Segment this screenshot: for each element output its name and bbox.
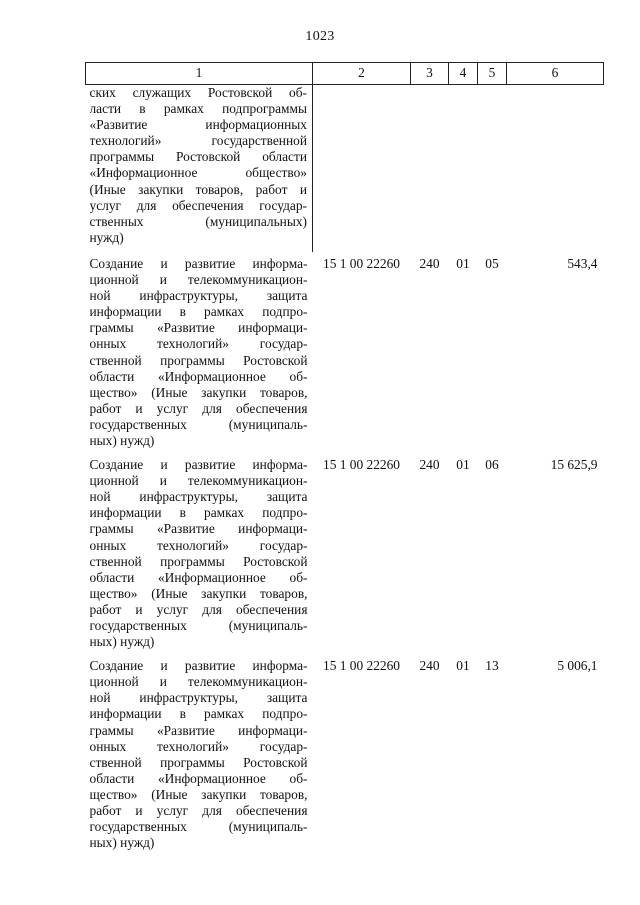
description-line: нужд) <box>89 229 124 245</box>
row-expense-type: 240 <box>419 658 440 674</box>
continuation-amount <box>507 85 604 252</box>
row-expense-type: 240 <box>419 457 440 473</box>
description-line: ной инфраструктуры, защита <box>89 690 308 706</box>
description-line: онных технологий» государ- <box>89 336 308 352</box>
description-line: информации в рамках подпро- <box>89 304 308 320</box>
row-subsection: 06 <box>485 457 499 473</box>
row-subsection: 13 <box>485 658 499 674</box>
description-line: граммы «Развитие информаци- <box>89 521 308 537</box>
description-line: государственных (муниципаль- <box>89 819 308 835</box>
row-description <box>86 252 313 453</box>
description-line: Создание и развитие информа- <box>89 457 308 473</box>
continuation-vr <box>411 85 449 252</box>
row-description <box>86 453 313 654</box>
description-line: государственных (муниципаль- <box>89 618 308 633</box>
row-section: 01 <box>456 457 470 473</box>
description-line: онных технологий» государ- <box>89 537 308 553</box>
description-line: государственных (муниципаль- <box>89 416 308 432</box>
description-line: щество» (Иные закупки товаров, <box>89 384 308 400</box>
description-line: ционной и телекоммуникацион- <box>89 473 308 489</box>
description-line: ственной программы Ростовской <box>89 553 308 569</box>
row-amount: 5 006,1 <box>557 658 598 674</box>
row-amount: 543,4 <box>567 255 598 271</box>
description-line: ских служащих Ростовской об- <box>89 85 307 100</box>
description-line: ственной программы Ростовской <box>89 352 308 368</box>
description-line: ных) нужд) <box>89 835 155 851</box>
description-line: области «Информационное об- <box>89 569 308 585</box>
continuation-pr <box>478 85 507 252</box>
description-line: «Развитие информационных <box>89 117 307 133</box>
description-line: граммы «Развитие информаци- <box>89 320 308 336</box>
continuation-description <box>86 85 313 252</box>
header-col-1: 1 <box>86 63 313 85</box>
description-line: онных технологий» государ- <box>89 738 308 754</box>
table-row <box>86 252 604 453</box>
description-line: ных) нужд) <box>89 634 155 650</box>
row-subsection: 05 <box>485 255 499 271</box>
header-col-4: 4 <box>449 63 478 85</box>
row-description <box>86 654 313 855</box>
header-col-5: 5 <box>478 63 507 85</box>
description-line: информации в рамках подпро- <box>89 706 308 722</box>
table-row <box>86 654 604 855</box>
description-line: области «Информационное об- <box>89 368 308 384</box>
description-line: ционной и телекоммуникацион- <box>89 272 308 288</box>
page-number: 1023 <box>305 29 335 44</box>
description-line: работ и услуг для обеспечения <box>89 400 308 416</box>
description-line: ционной и телекоммуникацион- <box>89 674 308 690</box>
continuation-rz <box>449 85 478 252</box>
description-line: услуг для обеспечения государ- <box>89 197 307 213</box>
header-col-6: 6 <box>507 63 604 85</box>
row-section: 01 <box>456 255 470 271</box>
header-col-2: 2 <box>313 63 411 85</box>
description-line: ных) нужд) <box>89 432 155 448</box>
description-line: информации в рамках подпро- <box>89 505 308 521</box>
continuation-code <box>313 85 411 252</box>
description-line: ственной программы Ростовской <box>89 754 308 770</box>
description-line: работ и услуг для обеспечения <box>89 601 308 617</box>
row-expense-type: 240 <box>419 255 440 271</box>
description-line: граммы «Развитие информаци- <box>89 722 308 738</box>
description-line: ной инфраструктуры, защита <box>89 288 308 304</box>
description-line: ной инфраструктуры, защита <box>89 489 308 505</box>
table-body <box>86 85 604 856</box>
description-line: области «Информационное об- <box>89 770 308 786</box>
row-code: 15 1 00 22260 <box>323 457 400 473</box>
row-code: 15 1 00 22260 <box>323 255 400 271</box>
row-amount: 15 625,9 <box>550 457 598 473</box>
description-line: Создание и развитие информа- <box>89 255 308 271</box>
table-row <box>86 453 604 654</box>
description-line: ласти в рамках подпрограммы <box>89 101 307 117</box>
description-line: щество» (Иные закупки товаров, <box>89 786 308 802</box>
header-row <box>86 63 604 85</box>
budget-table <box>85 62 604 855</box>
description-line: Создание и развитие информа- <box>89 658 308 674</box>
row-code: 15 1 00 22260 <box>323 658 400 674</box>
description-line: (Иные закупки товаров, работ и <box>89 181 307 197</box>
description-line: щество» (Иные закупки товаров, <box>89 585 308 601</box>
header-col-3: 3 <box>411 63 449 85</box>
description-line: «Информационное общество» <box>89 165 307 181</box>
continuation-row <box>86 85 604 252</box>
description-line: технологий» государственной <box>89 133 307 149</box>
table-header <box>86 63 604 85</box>
row-section: 01 <box>456 658 470 674</box>
description-line: программы Ростовской области <box>89 149 307 165</box>
description-line: работ и услуг для обеспечения <box>89 803 308 819</box>
description-line: ственных (муниципальных) <box>89 213 307 229</box>
